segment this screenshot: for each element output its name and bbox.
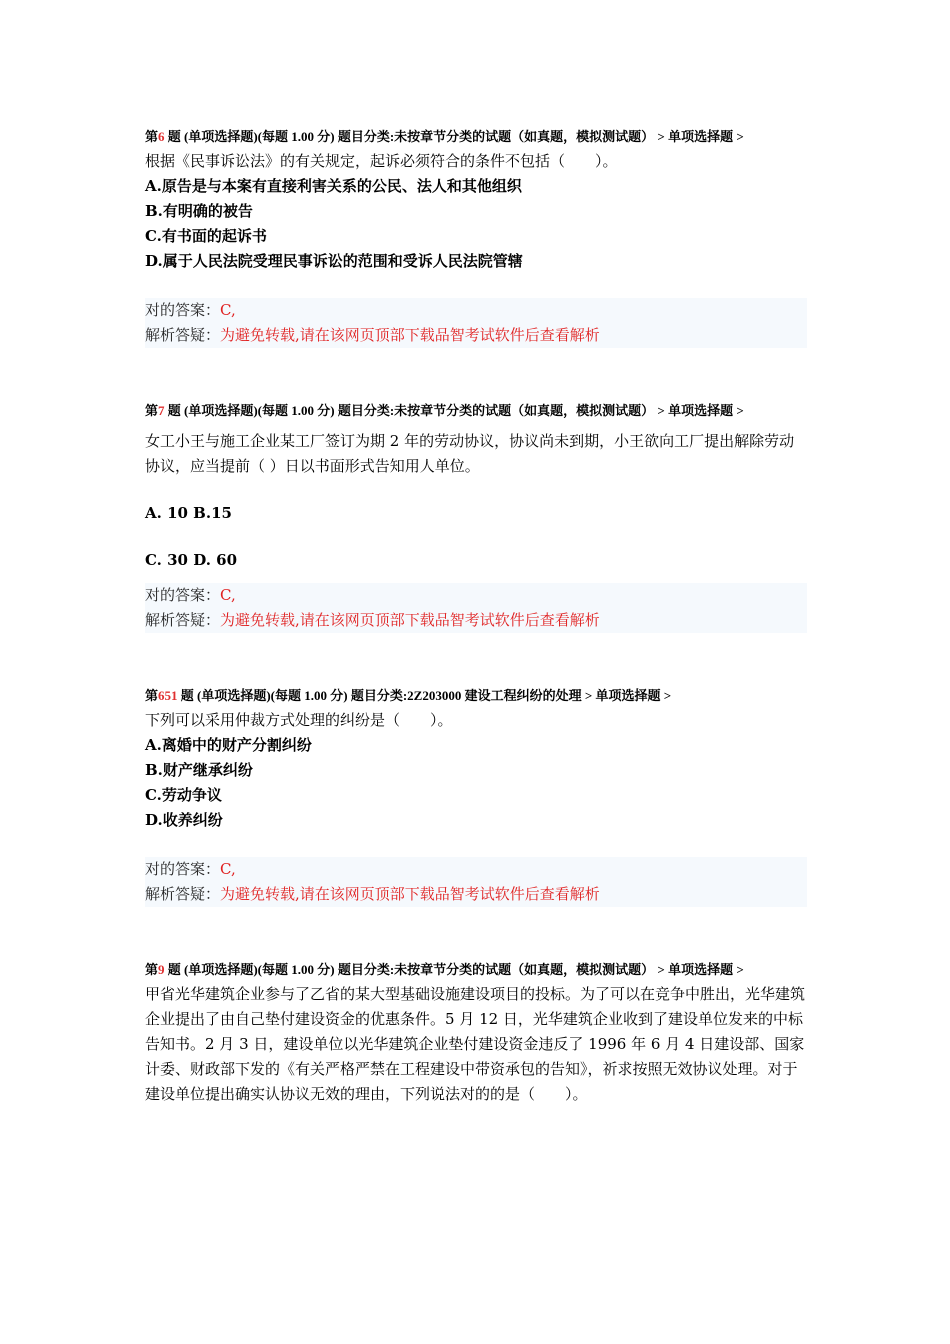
- question-stem: 甲省光华建筑企业参与了乙省的某大型基础设施建设项目的投标。为了可以在竞争中胜出，光华建筑企业提出了由自己垫付建设资金的优惠条件。5 月 12 日，光华建筑企业收到了建设单位发来的中标告知书。2 月 3 日，建设单位以光华建筑企业垫付建设资金违反了 1996 年 6 月 4 日建设部、国家计委、财政部下发的《有关严格严禁在工程建设中带资承包的告知》，祈求按照无效协议处理。对于建设单位提出确实认协议无效的理由，下列说法对的的是（ ）。: [145, 985, 806, 1103]
- option-b: B.有明确的被告: [145, 202, 253, 220]
- question-list: [145, 124, 807, 1107]
- answer-box: [145, 298, 807, 348]
- header-prefix: 第: [145, 129, 159, 144]
- header-rest: 题 (单项选择题)(每题 1.00 分) 题目分类:未按章节分类的试题（如真题，模拟测试题） > 单项选择题 >: [164, 129, 744, 144]
- answer-label: 对的答案：: [145, 586, 221, 604]
- answer-label: 对的答案：: [145, 301, 221, 319]
- option-d: D.属于人民法院受理民事诉讼的范围和受诉人民法院管辖: [145, 252, 523, 270]
- question-number: 6: [158, 129, 165, 144]
- option-c: C.劳动争议: [145, 786, 222, 804]
- answer-box: [145, 857, 807, 907]
- question-header: [145, 124, 807, 149]
- question-item: [145, 683, 807, 907]
- question-stem: 女工小王与施工企业某工厂签订为期 2 年的劳动协议，协议尚未到期，小王欲向工厂提出解除劳动协议，应当提前（ ）日以书面形式告知用人单位。: [145, 432, 795, 475]
- analysis-line: [145, 608, 807, 633]
- question-header: [145, 398, 807, 423]
- question-number: 651: [158, 688, 178, 703]
- option-ab: A. 10 B.15: [145, 504, 232, 522]
- question-stem: 下列可以采用仲裁方式处理的纠纷是（ ）。: [145, 711, 453, 729]
- answer-label: 对的答案：: [145, 860, 221, 878]
- analysis-label: 解析答疑：: [145, 326, 221, 344]
- header-prefix: 第: [145, 962, 159, 977]
- header-rest: 题 (单项选择题)(每题 1.00 分) 题目分类:未按章节分类的试题（如真题，模拟测试题） > 单项选择题 >: [164, 403, 744, 418]
- question-number: 7: [158, 403, 165, 418]
- answer-line: [145, 583, 807, 608]
- option-c: C.有书面的起诉书: [145, 227, 267, 245]
- analysis-label: 解析答疑：: [145, 611, 221, 629]
- option-d: D.收养纠纷: [145, 811, 223, 829]
- answer-value: C,: [220, 860, 236, 878]
- question-stem: 根据《民事诉讼法》的有关规定，起诉必须符合的条件不包括（ ）。: [145, 152, 618, 170]
- question-header: [145, 957, 807, 982]
- question-item: [145, 124, 807, 348]
- question-item: [145, 398, 807, 633]
- analysis-text: 为避免转载,请在该网页顶部下载品智考试软件后查看解析: [220, 885, 600, 903]
- analysis-line: [145, 323, 807, 348]
- analysis-text: 为避免转载,请在该网页顶部下载品智考试软件后查看解析: [220, 326, 600, 344]
- header-prefix: 第: [145, 688, 159, 703]
- answer-value: C,: [220, 301, 236, 319]
- header-rest: 题 (单项选择题)(每题 1.00 分) 题目分类:未按章节分类的试题（如真题，模拟测试题） > 单项选择题 >: [164, 962, 744, 977]
- question-item: [145, 957, 807, 1107]
- option-b: B.财产继承纠纷: [145, 761, 253, 779]
- header-rest: 题 (单项选择题)(每题 1.00 分) 题目分类:2Z203000 建设工程纠纷的处理 > 单项选择题 >: [177, 688, 672, 703]
- question-number: 9: [158, 962, 165, 977]
- answer-line: [145, 857, 807, 882]
- answer-value: C,: [220, 586, 236, 604]
- option-a: A.离婚中的财产分割纠纷: [145, 736, 312, 754]
- analysis-line: [145, 882, 807, 907]
- answer-line: [145, 298, 807, 323]
- analysis-text: 为避免转载,请在该网页顶部下载品智考试软件后查看解析: [220, 611, 600, 629]
- answer-box: [145, 583, 807, 633]
- option-a: A.原告是与本案有直接利害关系的公民、法人和其他组织: [145, 177, 522, 195]
- header-prefix: 第: [145, 403, 159, 418]
- analysis-label: 解析答疑：: [145, 885, 221, 903]
- option-cd: C. 30 D. 60: [145, 551, 238, 569]
- question-header: [145, 683, 807, 708]
